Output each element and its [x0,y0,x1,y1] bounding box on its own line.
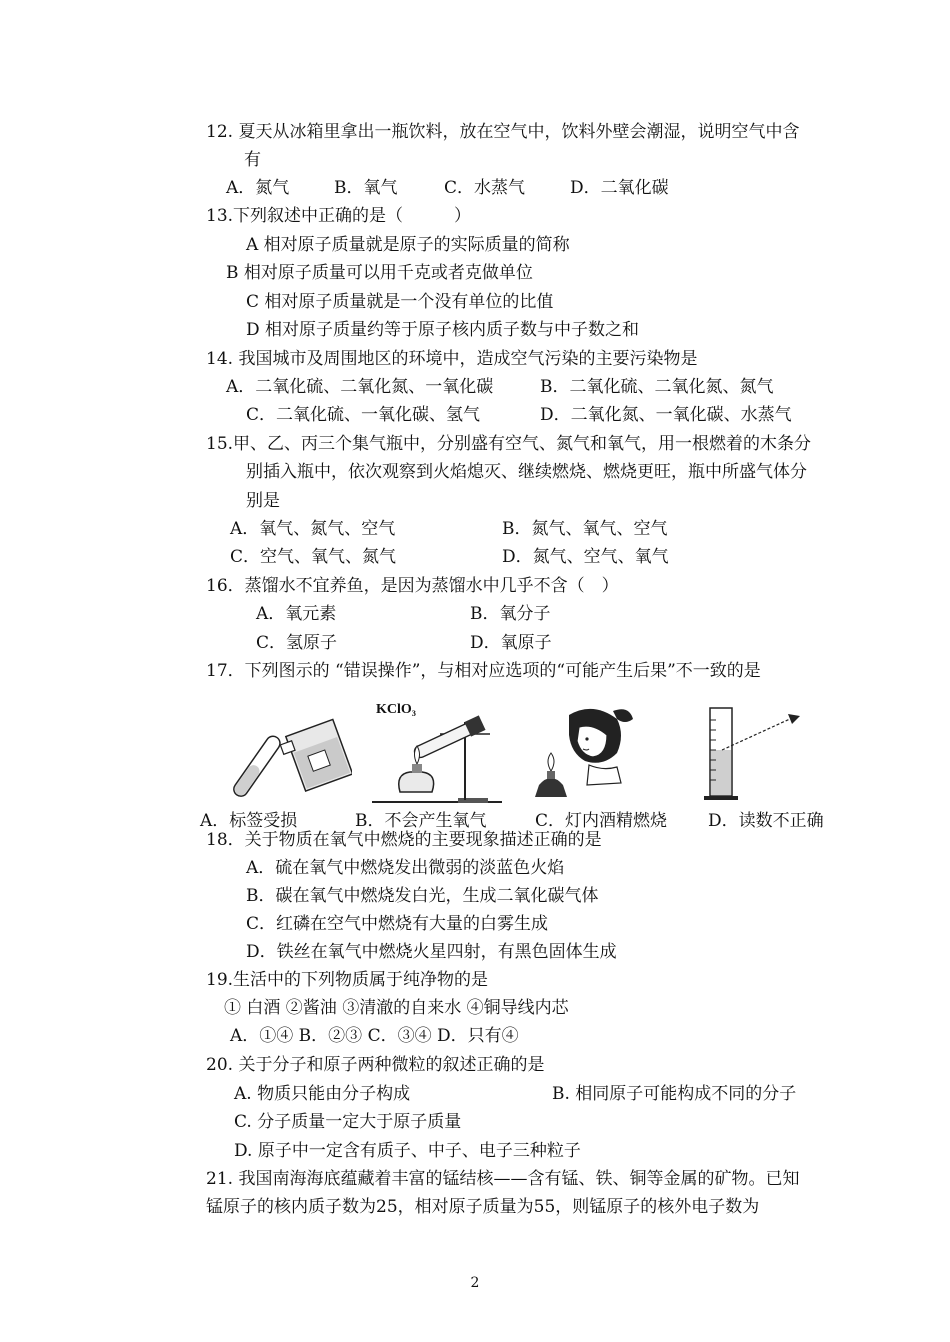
q16-option-c: C．氢原子 [256,633,338,653]
q15-stem-line3: 别是 [246,491,280,511]
q21-stem-line2: 锰原子的核内质子数为25，相对原子质量为55，则锰原子的核外电子数为 [206,1197,760,1217]
q17-caption-b: B．不会产生氧气 [355,811,487,831]
q20-stem: 20. 关于分子和原子两种微粒的叙述正确的是 [206,1055,545,1075]
q18-option-d: D．铁丝在氧气中燃烧火星四射，有黑色固体生成 [246,942,617,962]
q14-option-d: D．二氧化氮、一氧化碳、水蒸气 [540,405,792,425]
q12-stem-line1: 12. 夏天从冰箱里拿出一瓶饮料，放在空气中，饮料外壁会潮湿，说明空气中含 [206,122,800,142]
q19-items: ① 白酒 ②酱油 ③清澈的自来水 ④铜导线内芯 [224,998,569,1018]
q14-option-c: C．二氧化硫、一氧化碳、氢气 [246,405,481,425]
q20-option-b: B. 相同原子可能构成不同的分子 [552,1084,797,1104]
kclo3-label: KClO₃ [376,702,416,717]
q12-stem-line2: 有 [244,150,261,170]
q15-stem-line2: 别插入瓶中，依次观察到火焰熄灭、继续燃烧、燃烧更旺，瓶中所盛气体分 [246,462,807,482]
q13-option-a: A 相对原子质量就是原子的实际质量的简称 [246,235,570,255]
q19-stem: 19.生活中的下列物质属于纯净物的是 [206,970,489,990]
q12-option-b: B．氧气 [334,178,398,198]
blowing-lamp-figure [533,705,653,805]
q15-option-d: D．氮气、空气、氧气 [502,547,669,567]
q16-option-d: D．氧原子 [470,633,552,653]
q17-caption-a: A．标签受损 [200,811,298,831]
q17-caption-c: C．灯内酒精燃烧 [535,811,668,831]
q18-option-a: A．硫在氧气中燃烧发出微弱的淡蓝色火焰 [246,858,565,878]
q16-option-a: A．氧元素 [256,604,337,624]
q21-stem-line1: 21. 我国南海海底蕴藏着丰富的锰结核——含有锰、铁、铜等金属的矿物。已知 [206,1169,800,1189]
q14-option-a: A．二氧化硫、二氧化氮、一氧化碳 [226,377,494,397]
q18-option-b: B．碳在氧气中燃烧发白光，生成二氧化碳气体 [246,886,599,906]
q20-option-a: A. 物质只能由分子构成 [234,1084,411,1104]
q15-option-b: B．氮气、氧气、空气 [502,519,668,539]
q20-option-d: D. 原子中一定含有质子、中子、电子三种粒子 [234,1141,581,1161]
q15-option-c: C．空气、氧气、氮气 [230,547,397,567]
q18-stem: 18．关于物质在氧气中燃烧的主要现象描述正确的是 [206,830,602,850]
q12-option-c: C．水蒸气 [444,178,526,198]
q14-option-b: B．二氧化硫、二氧化氮、氮气 [540,377,774,397]
q16-option-b: B．氧分子 [470,604,551,624]
q13-stem: 13.下列叙述中正确的是（ ） [206,206,472,226]
q16-stem: 16．蒸馏水不宜养鱼，是因为蒸馏水中几乎不含（ ） [206,576,619,596]
q15-stem-line1: 15.甲、乙、丙三个集气瓶中，分别盛有空气、氮气和氧气，用一根燃着的木条分 [206,434,812,454]
q20-option-c: C. 分子质量一定大于原子质量 [234,1112,462,1132]
pouring-liquid-figure [222,715,352,805]
q19-options: A．①④ B．②③ C．③④ D．只有④ [230,1026,519,1046]
q15-option-a: A．氧气、氮气、空气 [230,519,396,539]
q12-option-a: A．氮气 [226,178,290,198]
page-number: 2 [470,1275,480,1291]
q13-option-d: D 相对原子质量约等于原子核内质子数与中子数之和 [246,320,640,340]
q14-stem: 14. 我国城市及周围地区的环境中，造成空气污染的主要污染物是 [206,349,698,369]
q12-option-d: D．二氧化碳 [570,178,669,198]
q17-stem: 17．下列图示的 “错误操作”，与相对应选项的“可能产生后果”不一致的是 [206,661,761,681]
heating-kclo3-figure [370,712,510,808]
graduated-cylinder-figure [700,700,820,805]
q18-option-c: C．红磷在空气中燃烧有大量的白雾生成 [246,914,549,934]
q13-option-b: B 相对原子质量可以用千克或者克做单位 [226,263,533,283]
q13-option-c: C 相对原子质量就是一个没有单位的比值 [246,292,554,312]
q17-caption-d: D．读数不正确 [708,811,824,831]
